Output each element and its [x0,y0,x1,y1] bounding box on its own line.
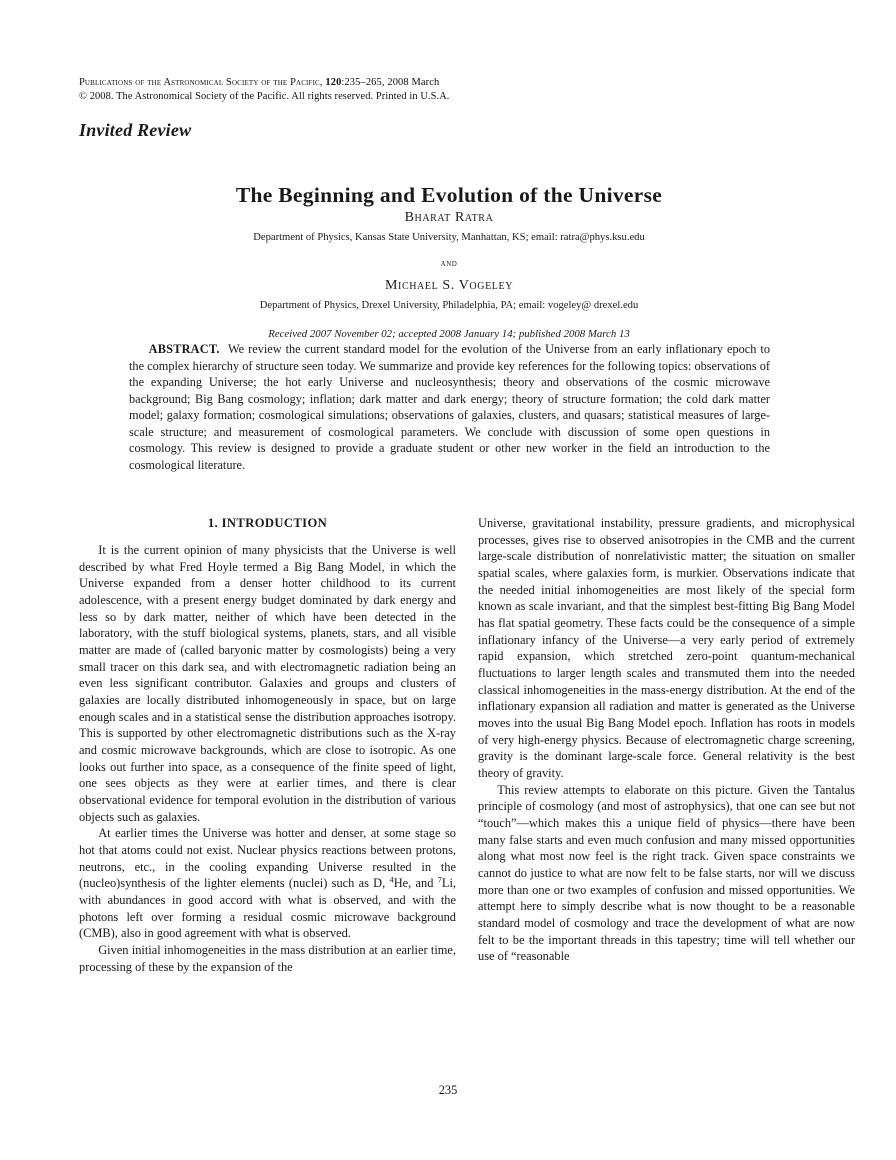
page-range-date: :235–265, 2008 March [341,77,440,88]
author-block [79,207,819,340]
journal-name: Publications of the Astronomical Society of the Pacific, [79,77,323,88]
paragraph: Universe, gravitational instability, pressure gradients, and microphysical processes, gives rise to observed anisotropies in the CMB and the current large-scale distribution of nonrelativistic matter; the situation on smaller spatial scales, where galaxies form, is murkier. Observations indicate that the needed initial inhomogeneities are most likely of the special form known as scale invariant, and that the simplest best-fitting Big Bang Model has flat spatial geometry. These facts could be the consequence of a simple inflationary infancy of the Universe—a very early period of extremely rapid expansion, which stretched zero-point quantum-mechanical fluctuations to larger length scales and transmuted them into the needed classical inhomogeneities in the mass-energy distribution. At the end of the inflationary expansion all radiation and matter is generated as the Universe moves into the usual Big Bang Model epoch. Inflation has roots in models of very high-energy physics. Because of electromagnetic charge screening, gravity is the dominant large-scale force. General relativity is the best theory of gravity. [478,516,855,781]
body-column-left [79,515,456,975]
volume-number: 120 [325,77,342,88]
paragraph: It is the current opinion of many physicists that the Universe is well described by what Fred Hoyle termed a Big Bang Model, in which the Universe expanded from a denser hotter childhood to its current adolescence, with a present energy budget dominated by dark energy and less so by dark matter, neither of which have been detected in the laboratory, with the stuff biological systems, planets, stars, and all visible matter are made of (called baryonic matter by cosmologists) being a very small tracer on this dark sea, and with electromagnetic radiation being an even less significant contributor. Galaxies and groups and clusters of galaxies are locally distributed inhomogeneously in space, but on large enough scales and in a statistical sense the distribution approaches isotropy. This is supported by other electromagnetic distributions such as the X-ray and cosmic microwave backgrounds, which are close to isotropic. As one looks out further into space, as a consequence of the finite speed of light, one sees objects as they were at earlier times, and there is clear observational evidence for temporal evolution in the distribution of various objects such as galaxies. [79,542,456,824]
author-conjunction: and [440,257,458,269]
article-type-label: Invited Review [79,120,192,140]
journal-masthead [79,76,819,104]
body-column-right [478,515,855,965]
paragraph: At earlier times the Universe was hotter and denser, at some stage so hot that atoms could not exist. Nuclear physics reactions between protons, neutrons, etc., in the cooling expanding Universe resulted in the (nucleo)synthesis of the lighter elements (nuclei) such as D, $^4$He, and $^7$Li, with abundances in good accord with what is observed, and with the photons left over forming a residual cosmic microwave background (CMB), also in good agreement with what is observed. [79,826,456,941]
paragraph: This review attempts to elaborate on this picture. Given the Tantalus principle of cosmology (and most of astrophysics), that one can see but not “touch”—which makes this a unique field of physics—there have been many false starts and even much confusion and many missed opportunities along what most now feel is the right track. Given space constraints we cannot do justice to what are now felt to be false starts, nor will we discuss more than one or two examples of confusion and missed opportunities. We attempt here to simply describe what is now thought to be a reasonable standard model of cosmology and trace the development of what are now felt to be the important threads in this tapestry; time will tell whether our use of “reasonable [478,782,855,964]
abstract-text: We review the current standard model for the evolution of the Universe from an early inflationary epoch to the complex hierarchy of structure seen today. We summarize and provide key references for the following topics: observations of the expanding Universe; the hot early Universe and nucleosynthesis; theory and observations of the cosmic microwave background; Big Bang cosmology; inflation; dark matter and dark energy; theory of structure formation; the cold dark matter model; galaxy formation; cosmological simulations; observations of galaxies, clusters, and quasars; statistical measures of large-scale structure; and measurement of cosmological parameters. We conclude with discussion of some open questions in cosmology. This review is designed to provide a graduate student or other new worker in the field an introduction to the cosmological literature. [129,342,770,472]
author-affiliation-2: Department of Physics, Drexel University, Philadelphia, PA; email: vogeley@ drexel.edu [259,299,639,311]
masthead-citation-line [79,76,819,90]
received-accepted-line: Received 2007 November 02; accepted 2008 January 14; published 2008 March 13 [268,327,630,340]
page-title: The Beginning and Evolution of the Universe [235,183,663,208]
author-affiliation-1: Department of Physics, Kansas State University, Manhattan, KS; email: ratra@phys.ksu.edu [253,232,645,243]
page-number: 235 [438,1083,458,1097]
abstract-label: ABSTRACT. [148,342,220,356]
author-name-1: Bharat Ratra [404,210,494,225]
copyright-line: © 2008. The Astronomical Society of the Pacific. All rights reserved. Printed in U.S.A. [79,90,450,102]
section-heading-introduction: 1. INTRODUCTION [207,516,328,530]
author-name-2: Michael S. Vogeley [384,277,514,293]
abstract-block [129,341,770,473]
paragraph: Given initial inhomogeneities in the mass distribution at an earlier time, processing of these by the expansion of the [79,943,456,974]
